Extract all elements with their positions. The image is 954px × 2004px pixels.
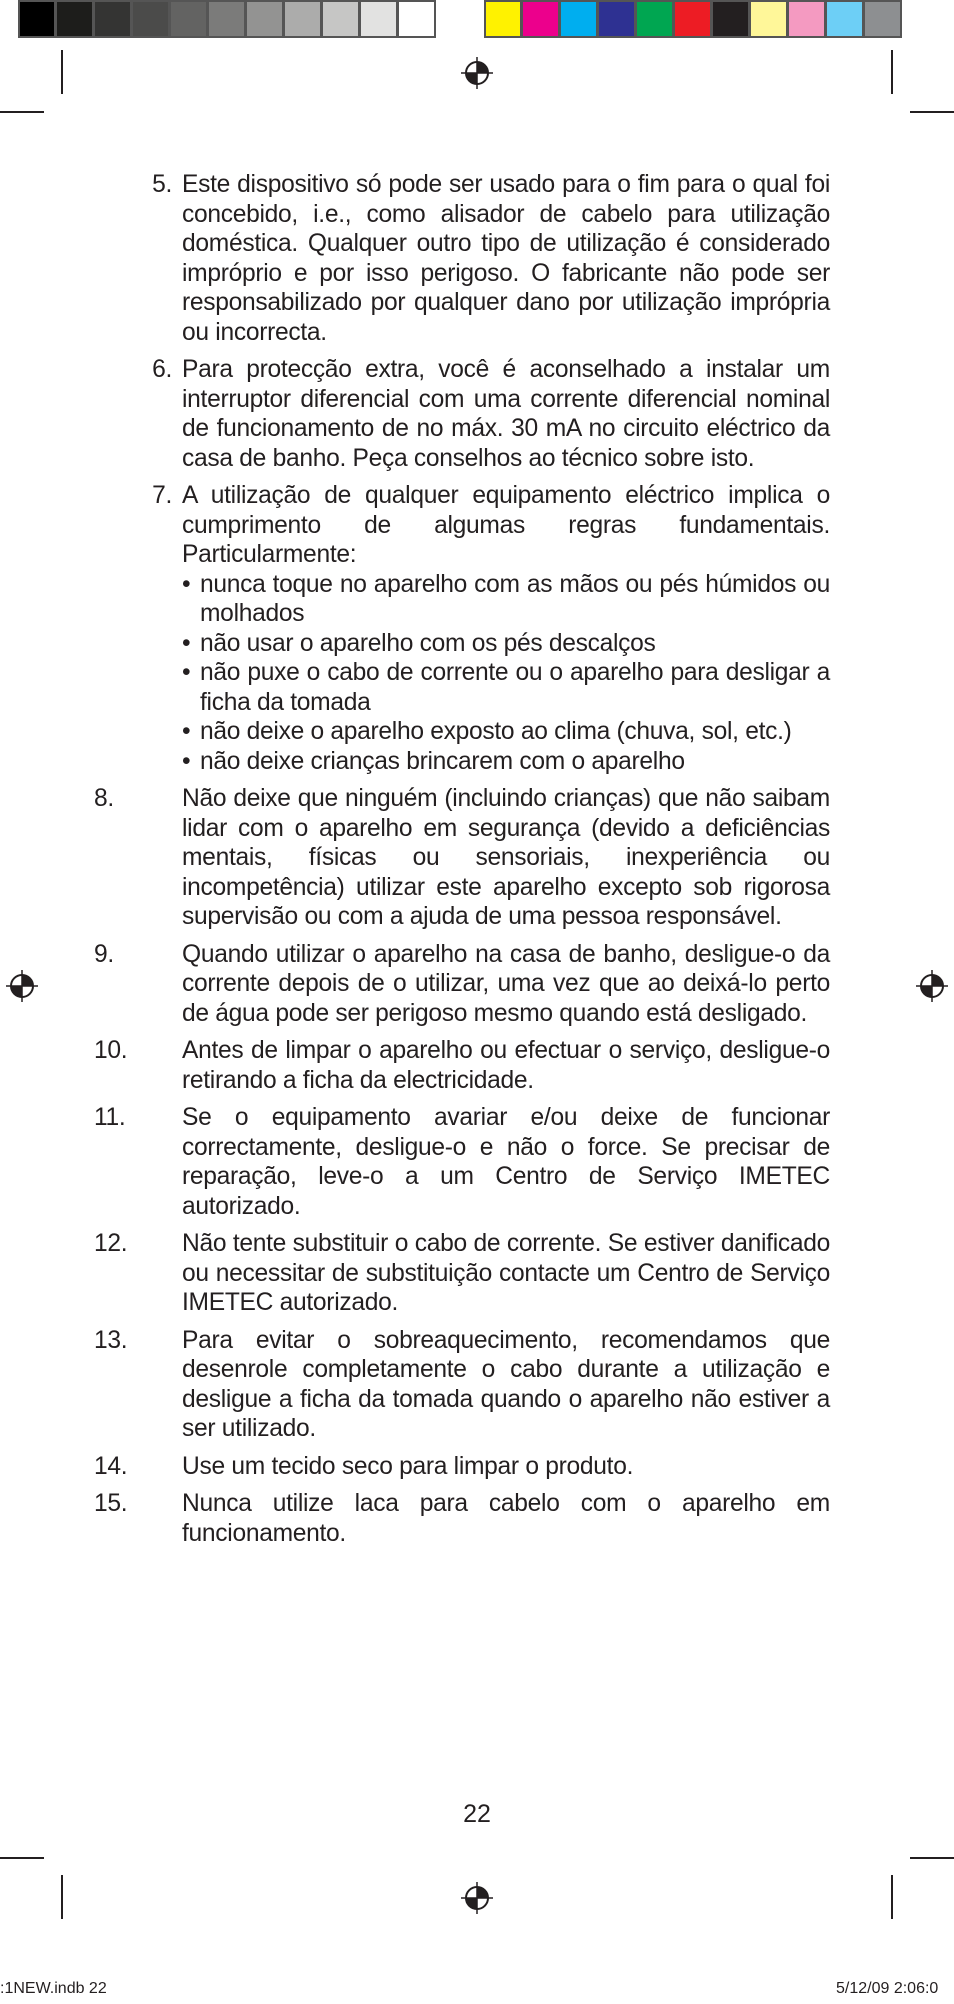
color-swatch — [750, 0, 788, 38]
crop-mark-top-right-vertical — [891, 50, 893, 94]
item-number: 13. — [94, 1326, 128, 1354]
grayscale-color-bar — [18, 0, 436, 42]
list-item — [94, 1229, 830, 1318]
bullet-item: • não deixe o aparelho exposto ao clima (chuva, sol, etc.) — [182, 717, 830, 747]
list-item — [94, 1489, 830, 1548]
list-item — [94, 784, 830, 932]
bullet-item: • não puxe o cabo de corrente ou o aparelho para desligar a ficha da tomada — [182, 658, 830, 717]
item-text: A utilização de qualquer equipamento eléctrico implica o cumprimento de algumas regras fundamentais. Particularmente: — [182, 482, 830, 568]
color-swatch — [484, 0, 522, 38]
list-item — [120, 170, 830, 347]
item-number: 7. — [152, 482, 172, 509]
item-number: 9. — [94, 940, 114, 968]
color-swatch — [636, 0, 674, 38]
bullet-item: • nunca toque no aparelho com as mãos ou pés húmidos ou molhados — [182, 570, 830, 629]
color-swatch — [398, 0, 436, 38]
color-swatch — [208, 0, 246, 38]
color-swatch — [132, 0, 170, 38]
slug-timestamp: 5/12/09 2:06:0 — [836, 1980, 939, 1997]
item-number: 12. — [94, 1230, 128, 1257]
color-swatch — [560, 0, 598, 38]
item-text: Use um tecido seco para limpar o produto. — [182, 1452, 634, 1480]
crop-mark-bottom-right-horizontal — [910, 1857, 954, 1859]
item-text: Não tente substituir o cabo de corrente. Se estiver danificado ou necessitar de substituição contacte um Centro de Serviço IMETEC autorizado. — [182, 1230, 830, 1316]
safety-instructions-list — [94, 170, 830, 1548]
color-swatch — [170, 0, 208, 38]
list-item — [94, 1103, 830, 1221]
color-swatch — [826, 0, 864, 38]
crop-mark-bottom-left-vertical — [61, 1875, 63, 1919]
crop-mark-top-left-horizontal — [0, 111, 44, 113]
registration-mark-icon — [6, 970, 38, 1002]
registration-mark-icon — [461, 1882, 493, 1914]
registration-mark-icon — [916, 970, 948, 1002]
color-swatch — [284, 0, 322, 38]
color-swatch — [598, 0, 636, 38]
item-number: 5. — [152, 171, 172, 198]
color-swatch — [322, 0, 360, 38]
item-number: 14. — [94, 1452, 128, 1480]
item-text: Nunca utilize laca para cabelo com o aparelho em funcionamento. — [182, 1490, 830, 1547]
color-swatch — [788, 0, 826, 38]
item-number: 11. — [94, 1104, 126, 1131]
item-text: Este dispositivo só pode ser usado para o fim para o qual foi concebido, i.e., como alisador de cabelo para utilização doméstica. Qualquer outro tipo de utilização é considerado impróprio e por isso perigoso. O fabricante não pode ser responsabilizado por qualquer dano por utilização imprópria ou incorrecta. — [182, 171, 830, 346]
color-swatch — [360, 0, 398, 38]
item-text: Se o equipamento avariar e/ou deixe de funcionar correctamente, desligue-o e não o force. Se precisar de reparação, leve-o a um Centro de Serviço IMETEC autorizado. — [182, 1104, 830, 1220]
bullet-item: • não deixe crianças brincarem com o aparelho — [182, 747, 830, 777]
crop-mark-top-right-horizontal — [910, 111, 954, 113]
item-text: Antes de limpar o aparelho ou efectuar o serviço, desligue-o retirando a ficha da electricidade. — [182, 1037, 830, 1094]
process-color-bar — [484, 0, 902, 42]
color-swatch — [18, 0, 56, 38]
crop-mark-bottom-left-horizontal — [0, 1857, 44, 1859]
list-item — [94, 1326, 830, 1444]
list-item — [120, 481, 830, 776]
item-number: 6. — [152, 356, 172, 383]
list-item — [120, 355, 830, 473]
bullet-item: • não usar o aparelho com os pés descalços — [182, 629, 830, 659]
item-text: Para evitar o sobreaquecimento, recomendamos que desenrole completamente o cabo durante a utilização e desligue a ficha da tomada quando o aparelho não estiver a ser utilizado. — [182, 1326, 830, 1442]
color-swatch — [56, 0, 94, 38]
item-text: Não deixe que ninguém (incluindo crianças) que não saibam lidar com o aparelho em segurança (devido a deficiências mentais, físicas ou sensoriais, inexperiência ou incompetência) utilizar este aparelho excepto sob rigorosa supervisão ou com a ajuda de uma pessoa responsável. — [182, 785, 830, 930]
color-swatch — [674, 0, 712, 38]
item-text: Para protecção extra, você é aconselhado a instalar um interruptor diferencial com uma corrente diferencial nominal de funcionamento de no máx. 30 mA no circuito eléctrico da casa de banho. Peça conselhos ao técnico sobre isto. — [182, 356, 830, 472]
bullet-list — [182, 570, 830, 777]
page-number: 22 — [463, 1800, 491, 1828]
list-item — [94, 1036, 830, 1095]
item-number: 8. — [94, 785, 114, 812]
color-swatch — [522, 0, 560, 38]
list-item — [94, 940, 830, 1029]
color-swatch — [246, 0, 284, 38]
color-swatch — [864, 0, 902, 38]
item-text: Quando utilizar o aparelho na casa de banho, desligue-o da corrente depois de o utilizar, uma vez que ao deixá-lo perto de água pode ser perigoso mesmo quando está desligado. — [182, 940, 830, 1027]
registration-mark-icon — [461, 57, 493, 89]
crop-mark-bottom-right-vertical — [891, 1875, 893, 1919]
crop-mark-top-left-vertical — [61, 50, 63, 94]
color-swatch — [712, 0, 750, 38]
slug-file-info: :1NEW.indb 22 — [0, 1980, 107, 1997]
color-swatch — [94, 0, 132, 38]
list-item — [94, 1452, 830, 1482]
item-number: 15. — [94, 1490, 128, 1517]
item-number: 10. — [94, 1037, 128, 1064]
